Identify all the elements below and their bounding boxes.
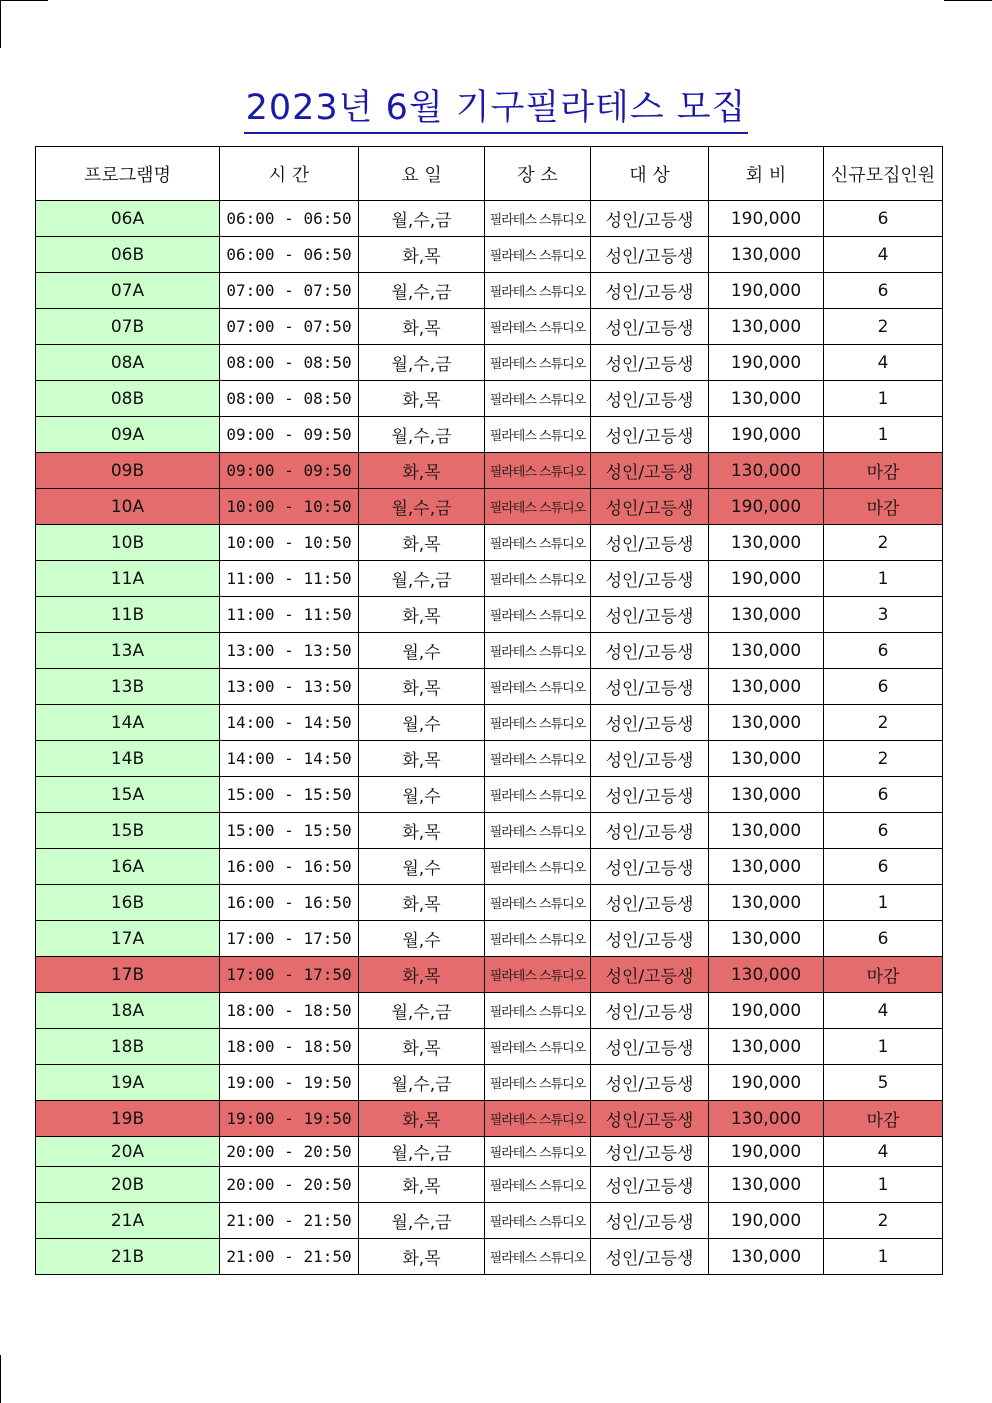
cell-fee: 130,000 <box>709 741 824 777</box>
cell-target: 성인/고등생 <box>591 957 709 993</box>
cell-days: 화,목 <box>359 813 485 849</box>
cell-fee: 130,000 <box>709 453 824 489</box>
cell-code: 08B <box>36 381 220 417</box>
cell-days: 화,목 <box>359 1029 485 1065</box>
cell-slots: 6 <box>824 669 943 705</box>
cell-time: 07:00 - 07:50 <box>220 309 359 345</box>
cell-target: 성인/고등생 <box>591 237 709 273</box>
cell-slots: 마감 <box>824 453 943 489</box>
table-row <box>36 993 943 1029</box>
cell-place: 필라테스 스튜디오 <box>485 633 591 669</box>
cell-slots: 2 <box>824 1203 943 1239</box>
cell-place: 필라테스 스튜디오 <box>485 669 591 705</box>
cell-days: 월,수 <box>359 777 485 813</box>
cell-code: 13A <box>36 633 220 669</box>
cell-time: 09:00 - 09:50 <box>220 417 359 453</box>
table-row <box>36 309 943 345</box>
cell-target: 성인/고등생 <box>591 993 709 1029</box>
cell-time: 11:00 - 11:50 <box>220 597 359 633</box>
cell-place: 필라테스 스튜디오 <box>485 1167 591 1203</box>
cell-code: 14B <box>36 741 220 777</box>
cell-days: 월,수,금 <box>359 273 485 309</box>
cell-fee: 190,000 <box>709 345 824 381</box>
cell-place: 필라테스 스튜디오 <box>485 309 591 345</box>
cell-days: 월,수,금 <box>359 1203 485 1239</box>
cell-place: 필라테스 스튜디오 <box>485 273 591 309</box>
cell-code: 09A <box>36 417 220 453</box>
cell-time: 21:00 - 21:50 <box>220 1239 359 1275</box>
cell-time: 19:00 - 19:50 <box>220 1065 359 1101</box>
cell-place: 필라테스 스튜디오 <box>485 1029 591 1065</box>
cell-days: 화,목 <box>359 525 485 561</box>
cell-target: 성인/고등생 <box>591 777 709 813</box>
cell-code: 06B <box>36 237 220 273</box>
cell-fee: 190,000 <box>709 561 824 597</box>
cell-days: 화,목 <box>359 741 485 777</box>
cell-target: 성인/고등생 <box>591 309 709 345</box>
cell-slots: 3 <box>824 597 943 633</box>
cell-target: 성인/고등생 <box>591 921 709 957</box>
cell-time: 15:00 - 15:50 <box>220 813 359 849</box>
table-row <box>36 1203 943 1239</box>
cell-code: 16A <box>36 849 220 885</box>
cell-place: 필라테스 스튜디오 <box>485 957 591 993</box>
crop-mark-bottom-left-v <box>0 1355 1 1403</box>
table-row <box>36 201 943 237</box>
cell-slots: 4 <box>824 237 943 273</box>
cell-days: 화,목 <box>359 885 485 921</box>
cell-fee: 190,000 <box>709 993 824 1029</box>
cell-place: 필라테스 스튜디오 <box>485 849 591 885</box>
cell-place: 필라테스 스튜디오 <box>485 1101 591 1137</box>
cell-code: 21B <box>36 1239 220 1275</box>
table-row <box>36 489 943 525</box>
cell-days: 화,목 <box>359 597 485 633</box>
cell-place: 필라테스 스튜디오 <box>485 561 591 597</box>
cell-place: 필라테스 스튜디오 <box>485 345 591 381</box>
header-fee: 회 비 <box>709 147 824 201</box>
cell-target: 성인/고등생 <box>591 885 709 921</box>
cell-slots: 6 <box>824 849 943 885</box>
crop-mark-top-left-h <box>0 0 48 1</box>
cell-code: 16B <box>36 885 220 921</box>
cell-fee: 190,000 <box>709 1203 824 1239</box>
cell-place: 필라테스 스튜디오 <box>485 741 591 777</box>
cell-time: 06:00 - 06:50 <box>220 201 359 237</box>
cell-place: 필라테스 스튜디오 <box>485 1065 591 1101</box>
cell-days: 월,수,금 <box>359 201 485 237</box>
cell-time: 11:00 - 11:50 <box>220 561 359 597</box>
cell-fee: 130,000 <box>709 381 824 417</box>
cell-code: 21A <box>36 1203 220 1239</box>
cell-days: 월,수 <box>359 633 485 669</box>
cell-fee: 190,000 <box>709 201 824 237</box>
cell-fee: 190,000 <box>709 273 824 309</box>
cell-time: 14:00 - 14:50 <box>220 741 359 777</box>
header-time: 시 간 <box>220 147 359 201</box>
cell-fee: 130,000 <box>709 921 824 957</box>
cell-fee: 130,000 <box>709 1029 824 1065</box>
cell-target: 성인/고등생 <box>591 1203 709 1239</box>
cell-slots: 6 <box>824 633 943 669</box>
cell-slots: 마감 <box>824 957 943 993</box>
cell-days: 화,목 <box>359 453 485 489</box>
cell-time: 16:00 - 16:50 <box>220 885 359 921</box>
table-row <box>36 561 943 597</box>
cell-target: 성인/고등생 <box>591 489 709 525</box>
cell-slots: 마감 <box>824 489 943 525</box>
cell-target: 성인/고등생 <box>591 741 709 777</box>
table-row <box>36 597 943 633</box>
cell-days: 월,수,금 <box>359 993 485 1029</box>
crop-mark-top-left-v <box>0 0 1 48</box>
table-row <box>36 741 943 777</box>
cell-time: 08:00 - 08:50 <box>220 381 359 417</box>
cell-time: 10:00 - 10:50 <box>220 525 359 561</box>
schedule-table <box>35 146 943 1275</box>
cell-fee: 130,000 <box>709 849 824 885</box>
cell-slots: 6 <box>824 813 943 849</box>
cell-time: 10:00 - 10:50 <box>220 489 359 525</box>
table-header-row <box>36 147 943 201</box>
header-program: 프로그램명 <box>36 147 220 201</box>
cell-slots: 4 <box>824 1137 943 1167</box>
cell-place: 필라테스 스튜디오 <box>485 777 591 813</box>
cell-time: 17:00 - 17:50 <box>220 921 359 957</box>
cell-code: 19A <box>36 1065 220 1101</box>
cell-fee: 130,000 <box>709 597 824 633</box>
cell-place: 필라테스 스튜디오 <box>485 597 591 633</box>
cell-place: 필라테스 스튜디오 <box>485 921 591 957</box>
cell-target: 성인/고등생 <box>591 417 709 453</box>
cell-fee: 190,000 <box>709 1137 824 1167</box>
table-row <box>36 921 943 957</box>
cell-time: 13:00 - 13:50 <box>220 669 359 705</box>
cell-time: 17:00 - 17:50 <box>220 957 359 993</box>
table-row <box>36 1137 943 1167</box>
table-row <box>36 813 943 849</box>
cell-time: 18:00 - 18:50 <box>220 993 359 1029</box>
header-target: 대 상 <box>591 147 709 201</box>
table-row <box>36 633 943 669</box>
cell-days: 화,목 <box>359 957 485 993</box>
cell-slots: 1 <box>824 1239 943 1275</box>
cell-fee: 130,000 <box>709 957 824 993</box>
table-row <box>36 1065 943 1101</box>
cell-code: 14A <box>36 705 220 741</box>
cell-days: 화,목 <box>359 309 485 345</box>
cell-slots: 1 <box>824 885 943 921</box>
cell-slots: 1 <box>824 381 943 417</box>
cell-slots: 1 <box>824 417 943 453</box>
table-row <box>36 345 943 381</box>
cell-code: 11A <box>36 561 220 597</box>
page-title: 2023년 6월 기구필라테스 모집 <box>0 80 992 130</box>
cell-code: 13B <box>36 669 220 705</box>
cell-target: 성인/고등생 <box>591 597 709 633</box>
cell-code: 17A <box>36 921 220 957</box>
cell-days: 화,목 <box>359 669 485 705</box>
cell-code: 18A <box>36 993 220 1029</box>
cell-code: 07B <box>36 309 220 345</box>
table-row <box>36 237 943 273</box>
cell-days: 월,수 <box>359 705 485 741</box>
cell-target: 성인/고등생 <box>591 1029 709 1065</box>
cell-target: 성인/고등생 <box>591 561 709 597</box>
header-slots: 신규모집인원 <box>824 147 943 201</box>
cell-slots: 2 <box>824 705 943 741</box>
cell-days: 월,수,금 <box>359 1137 485 1167</box>
cell-place: 필라테스 스튜디오 <box>485 237 591 273</box>
cell-fee: 130,000 <box>709 237 824 273</box>
table-row <box>36 1239 943 1275</box>
cell-time: 19:00 - 19:50 <box>220 1101 359 1137</box>
table-row <box>36 777 943 813</box>
cell-fee: 190,000 <box>709 1065 824 1101</box>
cell-days: 화,목 <box>359 1101 485 1137</box>
cell-target: 성인/고등생 <box>591 273 709 309</box>
cell-code: 10B <box>36 525 220 561</box>
table-row <box>36 381 943 417</box>
cell-time: 08:00 - 08:50 <box>220 345 359 381</box>
cell-slots: 1 <box>824 561 943 597</box>
table-row <box>36 669 943 705</box>
cell-target: 성인/고등생 <box>591 1065 709 1101</box>
cell-place: 필라테스 스튜디오 <box>485 417 591 453</box>
cell-slots: 6 <box>824 273 943 309</box>
cell-slots: 2 <box>824 309 943 345</box>
cell-time: 20:00 - 20:50 <box>220 1137 359 1167</box>
cell-fee: 190,000 <box>709 417 824 453</box>
cell-place: 필라테스 스튜디오 <box>485 993 591 1029</box>
cell-time: 20:00 - 20:50 <box>220 1167 359 1203</box>
table-row <box>36 849 943 885</box>
table-row <box>36 705 943 741</box>
cell-place: 필라테스 스튜디오 <box>485 1137 591 1167</box>
cell-place: 필라테스 스튜디오 <box>485 201 591 237</box>
cell-fee: 130,000 <box>709 669 824 705</box>
cell-place: 필라테스 스튜디오 <box>485 885 591 921</box>
cell-place: 필라테스 스튜디오 <box>485 381 591 417</box>
cell-days: 월,수 <box>359 849 485 885</box>
cell-days: 화,목 <box>359 1239 485 1275</box>
cell-place: 필라테스 스튜디오 <box>485 453 591 489</box>
cell-days: 월,수,금 <box>359 561 485 597</box>
cell-fee: 190,000 <box>709 489 824 525</box>
cell-target: 성인/고등생 <box>591 381 709 417</box>
cell-target: 성인/고등생 <box>591 849 709 885</box>
cell-target: 성인/고등생 <box>591 705 709 741</box>
table-row <box>36 885 943 921</box>
cell-slots: 마감 <box>824 1101 943 1137</box>
cell-place: 필라테스 스튜디오 <box>485 705 591 741</box>
cell-code: 09B <box>36 453 220 489</box>
cell-days: 월,수,금 <box>359 417 485 453</box>
table-row <box>36 273 943 309</box>
cell-code: 07A <box>36 273 220 309</box>
cell-time: 13:00 - 13:50 <box>220 633 359 669</box>
cell-code: 18B <box>36 1029 220 1065</box>
cell-target: 성인/고등생 <box>591 813 709 849</box>
cell-code: 20A <box>36 1137 220 1167</box>
cell-target: 성인/고등생 <box>591 633 709 669</box>
header-place: 장 소 <box>485 147 591 201</box>
cell-fee: 130,000 <box>709 1101 824 1137</box>
header-days: 요 일 <box>359 147 485 201</box>
cell-target: 성인/고등생 <box>591 525 709 561</box>
cell-days: 화,목 <box>359 381 485 417</box>
cell-place: 필라테스 스튜디오 <box>485 1203 591 1239</box>
cell-time: 18:00 - 18:50 <box>220 1029 359 1065</box>
cell-slots: 6 <box>824 921 943 957</box>
cell-slots: 2 <box>824 525 943 561</box>
cell-slots: 4 <box>824 993 943 1029</box>
cell-days: 월,수,금 <box>359 345 485 381</box>
cell-target: 성인/고등생 <box>591 201 709 237</box>
cell-days: 화,목 <box>359 237 485 273</box>
table-row <box>36 417 943 453</box>
cell-fee: 130,000 <box>709 1239 824 1275</box>
cell-target: 성인/고등생 <box>591 1167 709 1203</box>
cell-slots: 1 <box>824 1167 943 1203</box>
cell-place: 필라테스 스튜디오 <box>485 813 591 849</box>
cell-code: 15B <box>36 813 220 849</box>
cell-days: 월,수,금 <box>359 1065 485 1101</box>
cell-place: 필라테스 스튜디오 <box>485 525 591 561</box>
cell-code: 06A <box>36 201 220 237</box>
cell-time: 09:00 - 09:50 <box>220 453 359 489</box>
table-row <box>36 1101 943 1137</box>
cell-days: 월,수 <box>359 921 485 957</box>
cell-target: 성인/고등생 <box>591 1137 709 1167</box>
cell-time: 16:00 - 16:50 <box>220 849 359 885</box>
cell-target: 성인/고등생 <box>591 1101 709 1137</box>
cell-time: 07:00 - 07:50 <box>220 273 359 309</box>
cell-target: 성인/고등생 <box>591 669 709 705</box>
cell-slots: 2 <box>824 741 943 777</box>
cell-code: 15A <box>36 777 220 813</box>
cell-code: 17B <box>36 957 220 993</box>
cell-fee: 130,000 <box>709 813 824 849</box>
cell-fee: 130,000 <box>709 633 824 669</box>
cell-time: 21:00 - 21:50 <box>220 1203 359 1239</box>
cell-fee: 130,000 <box>709 309 824 345</box>
cell-fee: 130,000 <box>709 1167 824 1203</box>
table-row <box>36 1029 943 1065</box>
table-row <box>36 957 943 993</box>
table-row <box>36 1167 943 1203</box>
cell-time: 15:00 - 15:50 <box>220 777 359 813</box>
cell-target: 성인/고등생 <box>591 453 709 489</box>
cell-time: 06:00 - 06:50 <box>220 237 359 273</box>
cell-slots: 5 <box>824 1065 943 1101</box>
cell-place: 필라테스 스튜디오 <box>485 1239 591 1275</box>
cell-place: 필라테스 스튜디오 <box>485 489 591 525</box>
cell-target: 성인/고등생 <box>591 1239 709 1275</box>
table-row <box>36 453 943 489</box>
cell-time: 14:00 - 14:50 <box>220 705 359 741</box>
cell-slots: 6 <box>824 777 943 813</box>
table-row <box>36 525 943 561</box>
cell-code: 08A <box>36 345 220 381</box>
cell-code: 11B <box>36 597 220 633</box>
crop-mark-top-right-h <box>944 0 992 1</box>
cell-slots: 4 <box>824 345 943 381</box>
cell-fee: 130,000 <box>709 885 824 921</box>
cell-fee: 130,000 <box>709 705 824 741</box>
cell-code: 19B <box>36 1101 220 1137</box>
cell-slots: 6 <box>824 201 943 237</box>
cell-fee: 130,000 <box>709 525 824 561</box>
cell-code: 20B <box>36 1167 220 1203</box>
cell-fee: 130,000 <box>709 777 824 813</box>
cell-code: 10A <box>36 489 220 525</box>
cell-days: 화,목 <box>359 1167 485 1203</box>
cell-target: 성인/고등생 <box>591 345 709 381</box>
cell-slots: 1 <box>824 1029 943 1065</box>
cell-days: 월,수,금 <box>359 489 485 525</box>
